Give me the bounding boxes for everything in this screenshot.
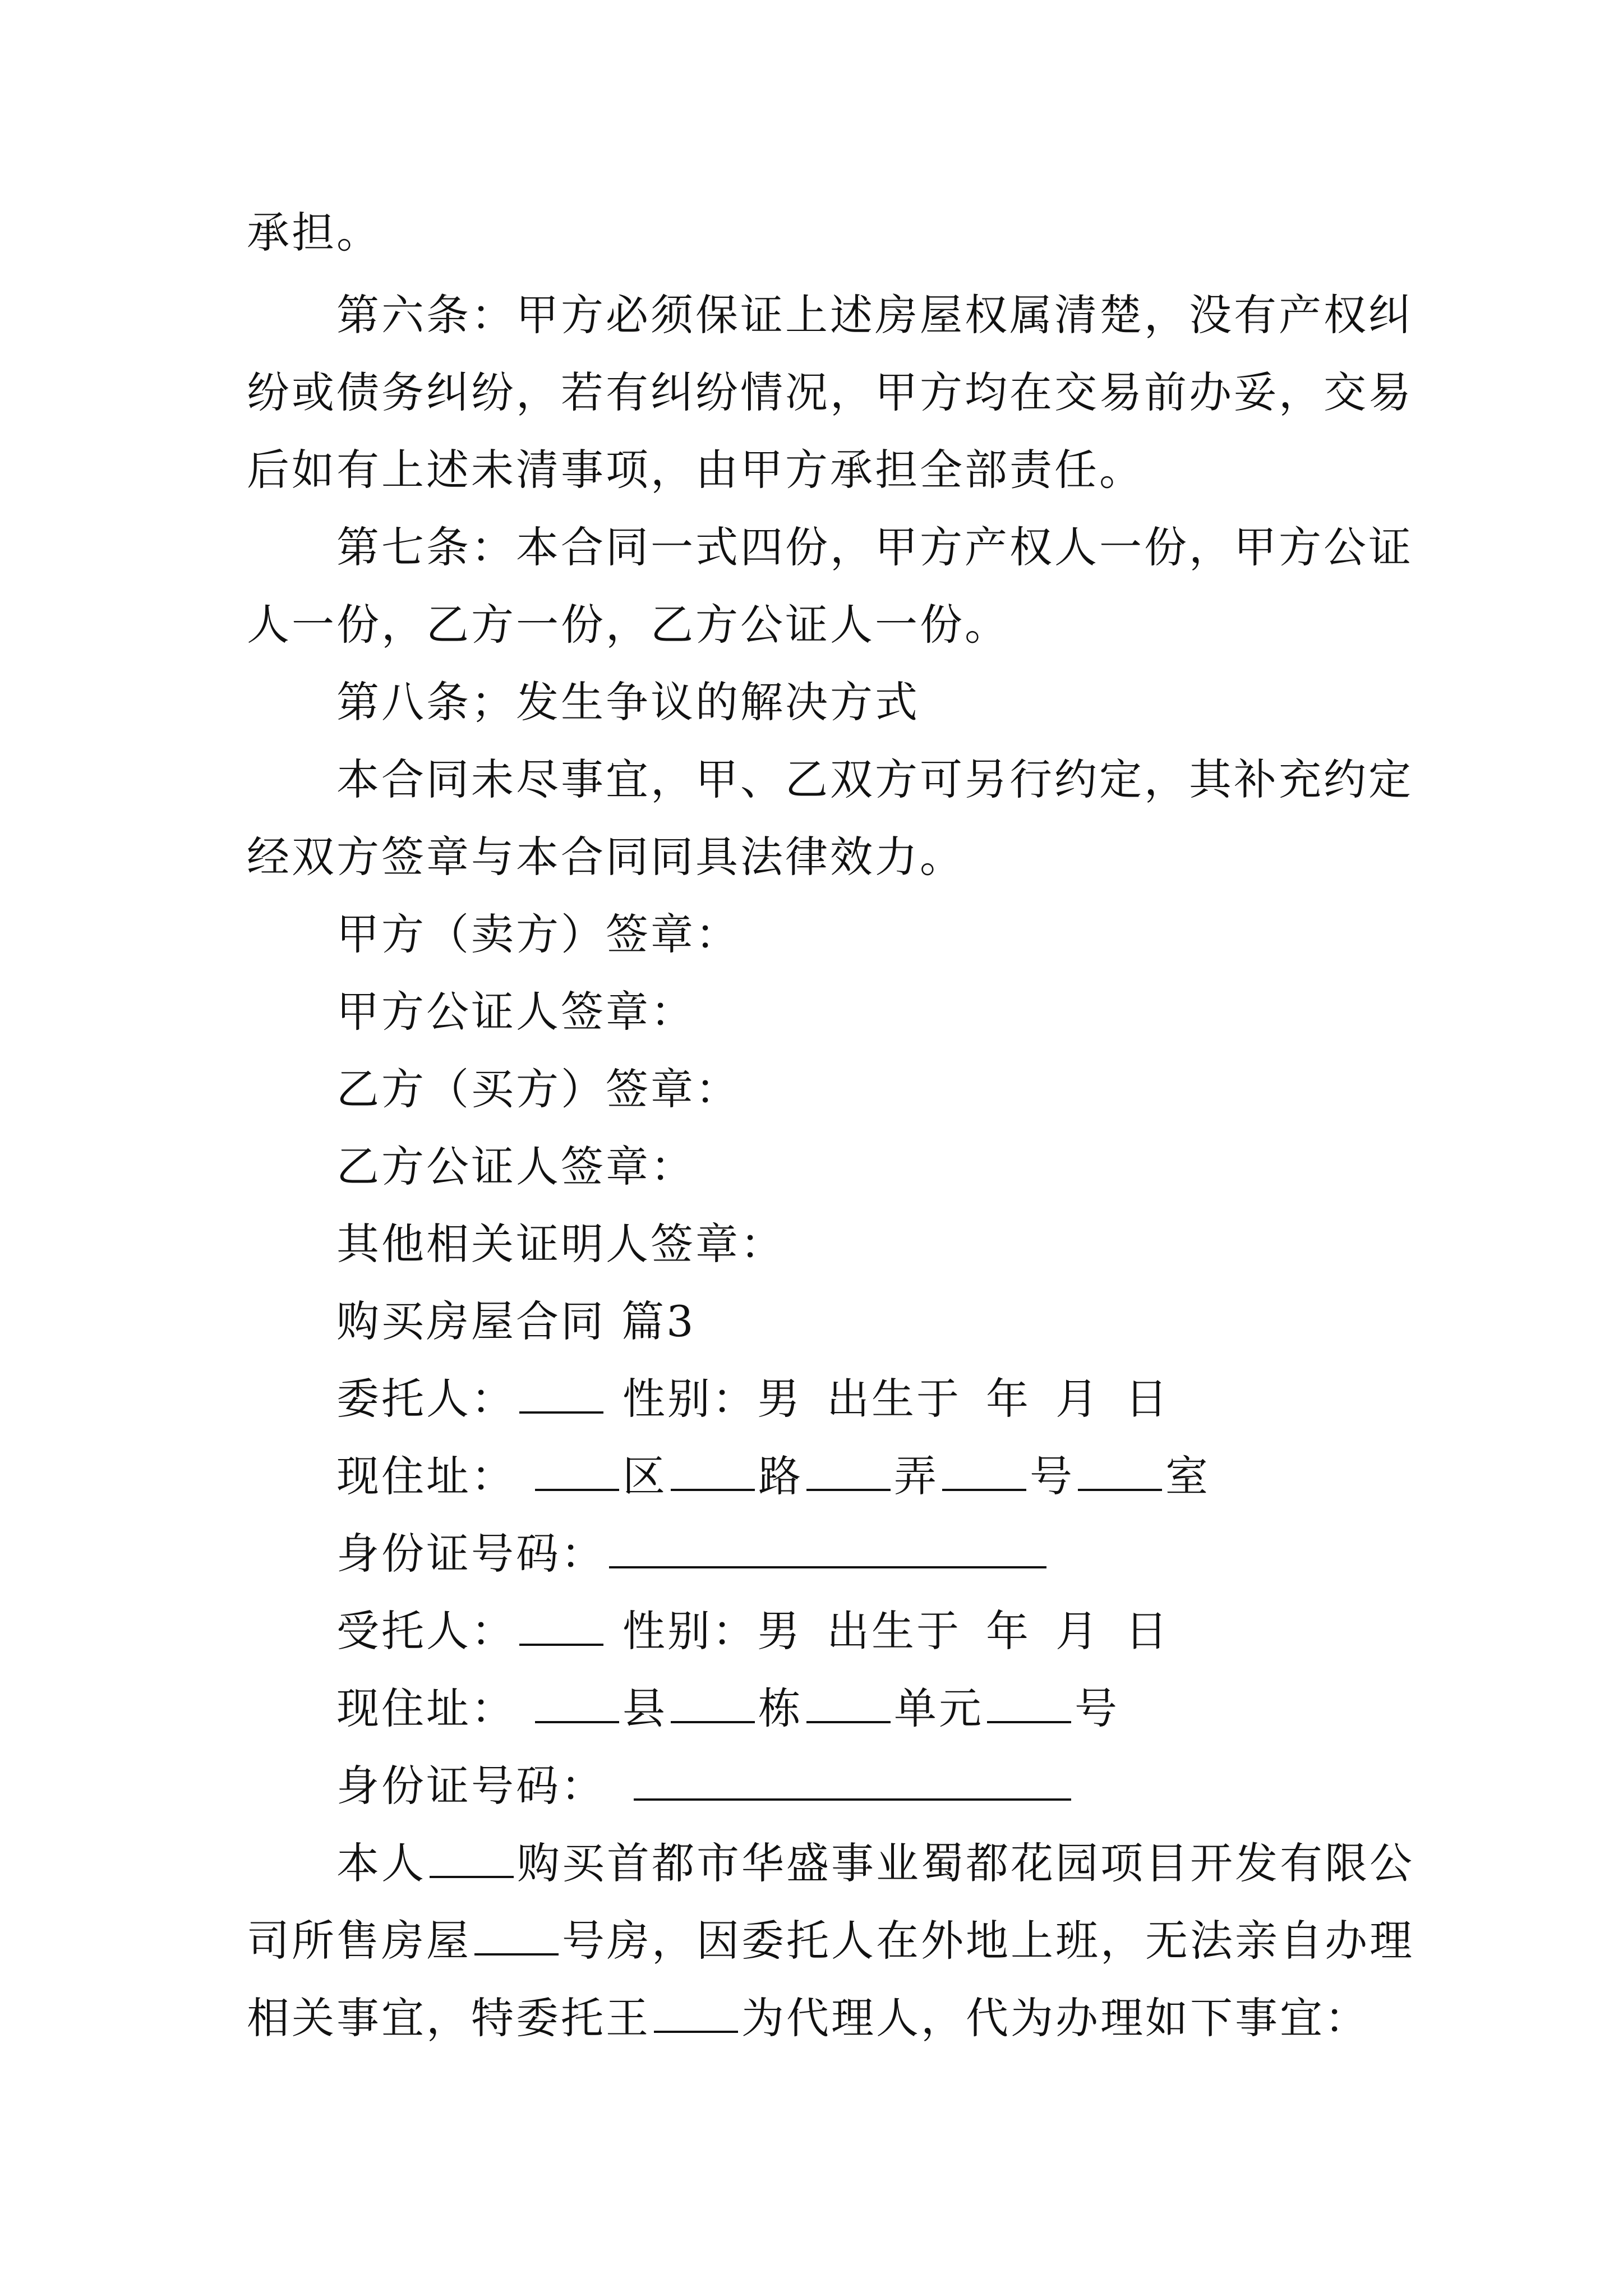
room-label: 室 bbox=[1165, 1451, 1210, 1501]
statement-line-2 bbox=[247, 1913, 1414, 1969]
statement-text: 购买首都市华盛事业蜀都花园项目开发有限公 bbox=[517, 1838, 1414, 1888]
agent-label: 受托人： bbox=[336, 1606, 516, 1656]
statement-name-blank bbox=[430, 1837, 514, 1878]
number-blank bbox=[942, 1450, 1026, 1491]
statement-agent-blank bbox=[654, 1991, 738, 2033]
other-witness-signature: 其他相关证明人签章： bbox=[336, 1219, 785, 1269]
article-six: 第六条：甲方必须保证上述房屋权属清楚，没有产权纠 bbox=[336, 290, 1413, 340]
article-eight: 第八条；发生争议的解决方式 bbox=[336, 677, 920, 727]
party-b-signature: 乙方（买方）签章： bbox=[336, 1064, 740, 1114]
district-label: 区 bbox=[623, 1451, 667, 1501]
text-line: 承担。 bbox=[247, 208, 381, 257]
principal-day: 日 bbox=[1125, 1374, 1170, 1424]
agent-address-line bbox=[336, 1681, 1475, 1737]
principal-year: 年 bbox=[986, 1374, 1031, 1424]
principal-birth-label: 出生于 bbox=[827, 1374, 961, 1424]
agent-number-label: 号 bbox=[1075, 1683, 1119, 1733]
agent-id-line bbox=[336, 1758, 1475, 1814]
statement-text: 相关事宜，特委托王 bbox=[247, 1993, 651, 2043]
road-label: 路 bbox=[758, 1451, 803, 1501]
party-b-notary-signature: 乙方公证人签章： bbox=[336, 1142, 695, 1191]
party-a-notary-signature: 甲方公证人签章： bbox=[336, 987, 695, 1037]
principal-gender: 性别：男 bbox=[623, 1374, 802, 1424]
agent-month: 月 bbox=[1055, 1606, 1100, 1656]
district-blank bbox=[535, 1450, 619, 1491]
agent-birth-label: 出生于 bbox=[827, 1606, 961, 1656]
principal-label: 委托人： bbox=[336, 1374, 516, 1424]
principal-address-label: 现住址： bbox=[336, 1451, 516, 1501]
party-a-signature: 甲方（卖方）签章： bbox=[336, 909, 740, 959]
county-blank bbox=[535, 1682, 619, 1723]
text-line: 本合同未尽事宜，甲、乙双方可另行约定，其补充约定 bbox=[336, 754, 1413, 804]
agent-line bbox=[336, 1603, 1475, 1659]
lane-blank bbox=[806, 1450, 891, 1491]
building-blank bbox=[671, 1682, 755, 1723]
unit-blank bbox=[806, 1682, 891, 1723]
statement-text: 号房，因委托人在外地上班，无法亲自办理 bbox=[562, 1916, 1414, 1966]
principal-name-blank bbox=[519, 1372, 603, 1414]
article-seven: 第七条：本合同一式四份，甲方产权人一份，甲方公证 bbox=[336, 522, 1413, 572]
room-blank bbox=[1078, 1450, 1162, 1491]
principal-address-line bbox=[336, 1448, 1475, 1504]
statement-line-1 bbox=[336, 1835, 1475, 1892]
agent-gender: 性别：男 bbox=[623, 1606, 802, 1656]
principal-id-label: 身份证号码： bbox=[336, 1529, 606, 1579]
lane-label: 弄 bbox=[894, 1451, 939, 1501]
principal-month: 月 bbox=[1055, 1374, 1100, 1424]
agent-day: 日 bbox=[1125, 1606, 1170, 1656]
agent-id-label: 身份证号码： bbox=[336, 1761, 606, 1811]
county-label: 县 bbox=[623, 1683, 667, 1733]
text-line: 后如有上述未清事项，由甲方承担全部责任。 bbox=[247, 445, 1144, 495]
text-line: 经双方签章与本合同同具法律效力。 bbox=[247, 832, 965, 882]
building-label: 栋 bbox=[758, 1683, 803, 1733]
number-label: 号 bbox=[1030, 1451, 1075, 1501]
agent-year: 年 bbox=[986, 1606, 1031, 1656]
principal-line bbox=[336, 1371, 1475, 1427]
agent-address-label: 现住址： bbox=[336, 1683, 516, 1733]
statement-text: 本人 bbox=[336, 1838, 426, 1888]
statement-text: 司所售房屋 bbox=[247, 1916, 471, 1966]
principal-id-blank bbox=[609, 1527, 1046, 1568]
unit-label: 单元 bbox=[894, 1683, 984, 1733]
agent-number-blank bbox=[987, 1682, 1071, 1723]
agent-id-blank bbox=[634, 1759, 1071, 1801]
section-heading: 购买房屋合同 篇3 bbox=[336, 1296, 696, 1346]
road-blank bbox=[671, 1450, 755, 1491]
statement-line-3 bbox=[247, 1990, 1385, 2046]
agent-name-blank bbox=[519, 1604, 603, 1646]
statement-text: 为代理人，代为办理如下事宜： bbox=[741, 1993, 1370, 2043]
text-line: 人一份，乙方一份，乙方公证人一份。 bbox=[247, 600, 1009, 650]
principal-id-line bbox=[336, 1526, 1475, 1582]
statement-room-blank bbox=[474, 1914, 559, 1955]
text-line: 纷或债务纠纷，若有纠纷情况，甲方均在交易前办妥，交易 bbox=[247, 367, 1413, 417]
